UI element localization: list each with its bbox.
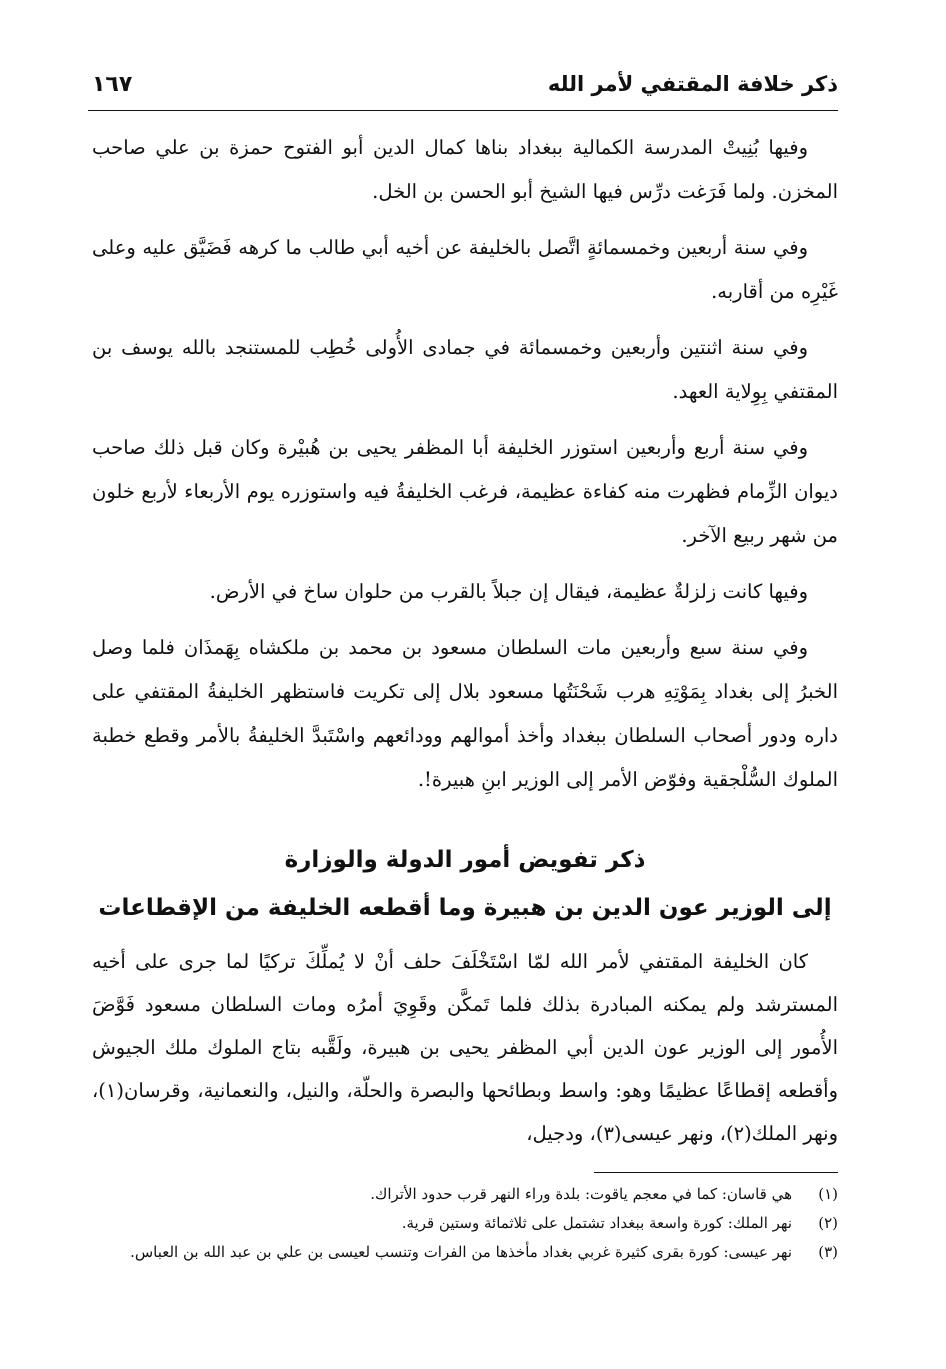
footnote (92, 1238, 838, 1267)
footnote (92, 1209, 838, 1238)
paragraph: وفي سنة أربع وأربعين استوزر الخليفة أبا المظفر يحيى بن هُبيْرة وكان قبل ذلك صاحب ديوان الزِّمام فظهرت منه كفاءة عظيمة، فرغب الخليفةُ فيه واستوزره يوم الأربعاء لأربع خلون من شهر ربيع الآخر. (92, 436, 838, 547)
footnote-text: نهر عيسى: كورة بقرى كثيرة غربي بغداد مأخذها من الفرات وتنسب لعيسى بن علي بن عبد الله بن العباس. (130, 1243, 792, 1261)
section-heading-line-1: ذكر تفويض أمور الدولة والوزارة (284, 847, 646, 873)
footnotes (92, 1180, 838, 1267)
footnote-text: هي قاسان: كما في معجم ياقوت: بلدة وراء النهر قرب حدود الأتراك. (370, 1185, 792, 1203)
page-number: ١٦٧ (92, 72, 133, 97)
paragraph: وفيها كانت زلزلةٌ عظيمة، فيقال إن جبلاً بالقرب من حلوان ساخ في الأرض. (209, 580, 808, 603)
footnote-number: (٢) (818, 1214, 838, 1232)
footnote-separator (594, 1172, 838, 1173)
footnote-number: (١) (818, 1185, 838, 1203)
main-text (92, 126, 838, 814)
running-header (88, 70, 838, 111)
chapter-title: ذكر خلافة المقتفي لأمر الله (547, 72, 838, 96)
paragraph: وفي سنة أربعين وخمسمائةٍ اتَّصل بالخليفة عن أخيه أبي طالب ما كرهه فَضَيَّق عليه وعلى غَيْرِه من أقاربه. (92, 236, 838, 303)
footnote-text: نهر الملك: كورة واسعة ببغداد تشتمل على ثلاثمائة وستين قرية. (401, 1214, 792, 1232)
paragraph: وفيها بُنِيتْ المدرسة الكمالية ببغداد بناها كمال الدين أبو الفتوح حمزة بن علي صاحب المخزن. ولما فَرَغت درِّس فيها الشيخ أبو الحسن بن الخل. (92, 136, 838, 203)
paragraph: كان الخليفة المقتفي لأمر الله لمّا اسْتَخْلَفَ حلف أنْ لا يُملِّكَ تركيًا لما جرى على أخيه المسترشد ولم يمكنه المبادرة بذلك فلما تَمكَّن وقَوِيَ أمرُه ومات السلطان مسعود فَوَّضَ الأُمور إلى الوزير عون الدين أبي المظفر يحيى بن هبيرة، ولَقَّبه بتاج الملوك ملك الجيوش وأقطعه إقطاعًا عظيمًا وهو: واسط وبطائحها والبصرة والحلّة، والنيل، والنعمانية، وقرسان(١)، ونهر الملك(٢)، ونهر عيسى(٣)، ودجيل، (92, 950, 838, 1145)
section-heading (92, 836, 838, 932)
paragraph: وفي سنة اثنتين وأربعين وخمسمائة في جمادى الأُولى خُطِب للمستنجد بالله يوسف بن المقتفي بِوِلاية العهد. (92, 336, 838, 403)
section-text (92, 940, 838, 1167)
section-heading-line-2: إلى الوزير عون الدين بن هبيرة وما أقطعه الخليفة من الإقطاعات (98, 895, 832, 921)
paragraph: وفي سنة سبع وأربعين مات السلطان مسعود بن محمد بن ملكشاه بِهَمذَان فلما وصل الخبرُ إلى بغداد بِمَوْتِهِ هرب شَحْنَتُها مسعود بلال إلى تكريت فاستظهر الخليفةُ المقتفي على داره ودور أصحاب السلطان ببغداد وأخذ أموالهم وودائعهم واسْتَبدَّ الخليفةُ بالأمر وقطع خطبة الملوك السُّلْجقية وفوّض الأمر إلى الوزير ابنِ هبيرة!. (92, 636, 838, 791)
footnote (92, 1180, 838, 1209)
footnote-number: (٣) (818, 1243, 838, 1261)
